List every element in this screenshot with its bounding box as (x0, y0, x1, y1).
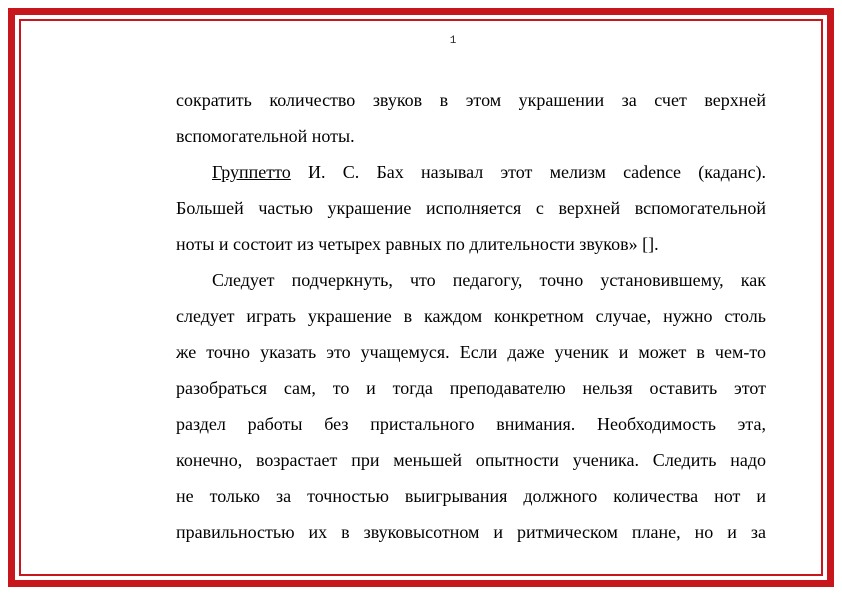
text-line (176, 154, 766, 190)
text-line: сократить количество звуков в этом украшении за счет верхней (176, 90, 766, 110)
text-fragment: И. С. Бах называл этот мелизм cadence (каданс). (290, 162, 766, 182)
text-line: правильностью их в звуковысотном и ритмическом плане, но и за (176, 522, 766, 542)
text-line: разобраться сам, то и тогда преподавателю нельзя оставить этот (176, 378, 766, 398)
text-line: Большей частью украшение исполняется с верхней вспомогательной (176, 198, 766, 218)
text-line: конечно, возрастает при меньшей опытности ученика. Следить надо (176, 450, 766, 470)
document-body (176, 82, 766, 550)
text-line: следует играть украшение в каждом конкретном случае, нужно столь (176, 306, 766, 326)
term-gruppetto: Группетто (212, 162, 291, 182)
text-line: ноты и состоит из четырех равных по длительности звуков» []. (176, 234, 659, 254)
text-line: вспомогательной ноты. (176, 126, 355, 146)
text-line: же точно указать это учащемуся. Если даже ученик и может в чем-то (176, 342, 766, 362)
text-line: Следует подчеркнуть, что педагогу, точно установившему, как (212, 270, 766, 290)
text-line: раздел работы без пристального внимания. Необходимость эта, (176, 414, 766, 434)
page-number: 1 (449, 35, 457, 47)
text-line: не только за точностью выигрывания должного количества нот и (176, 486, 766, 506)
